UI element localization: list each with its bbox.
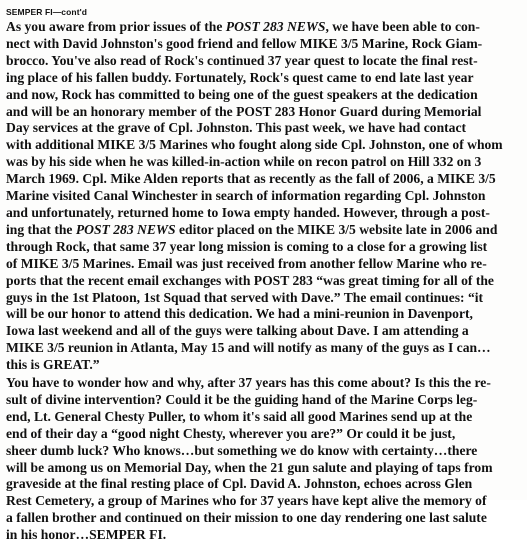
text-line: and now, Rock has committed to being one of the guest speakers at the dedication xyxy=(6,86,478,102)
paragraph-1 xyxy=(6,19,517,374)
text-line: Iowa last weekend and all of the guys were talking about Dave. I am attending a xyxy=(6,323,469,339)
text-line: ing place of his fallen buddy. Fortunately, Rock's quest came to end late last year xyxy=(6,69,474,85)
text-line: As you aware from prior issues of the POST 283 NEWS, we have been able to con- xyxy=(6,19,480,34)
text-line: guys in the 1st Platoon, 1st Squad that served with Dave.” The email continues: “it xyxy=(6,289,484,305)
text-line: will be our honor to attend this dedication. We had a mini-reunion in Davenport, xyxy=(6,306,473,322)
text-line: Rest Cemetery, a group of Marines who for 37 years have kept alive the memory of xyxy=(6,493,487,509)
text-line: end, Lt. General Chesty Puller, to whom it's said all good Marines send up at the xyxy=(6,408,473,424)
text-line: ing that the POST 283 NEWS editor placed on the MIKE 3/5 website late in 2006 and xyxy=(6,221,498,237)
continuation-header: SEMPER FI—cont'd xyxy=(6,7,88,17)
text-line: and will be an honorary member of the POST 283 Honor Guard during Memorial xyxy=(6,103,482,119)
text-line: with additional MIKE 3/5 Marines who fought along side Cpl. Johnston, one of whom xyxy=(6,137,503,153)
text-line: brocco. You've also read of Rock's continued 37 year quest to locate the final rest- xyxy=(6,52,478,68)
text-line: You have to wonder how and why, after 37 years has this come about? Is this the re- xyxy=(6,375,491,391)
text-line: sult of divine intervention? Could it be the guiding hand of the Marine Corps leg- xyxy=(6,391,478,407)
text-line: through Rock, that same 37 year long mission is coming to a close for a growing list xyxy=(6,238,488,254)
text-line: and unfortunately, returned home to Iowa empty handed. However, through a post- xyxy=(6,204,490,220)
text-line: graveside at the final resting place of Cpl. David A. Johnston, echoes across Glen xyxy=(6,476,473,492)
text-line: will be among us on Memorial Day, when the 21 gun salute and playing of taps from xyxy=(6,459,493,475)
text-line: in his honor…SEMPER FI. xyxy=(6,527,167,543)
text-line: Day services at the grave of Cpl. Johnston. This past week, we have had contact xyxy=(6,120,467,136)
text-line: of MIKE 3/5 Marines. Email was just received from another fellow Marine who re- xyxy=(6,255,487,271)
text-line: nect with David Johnston's good friend and fellow MIKE 3/5 Marine, Rock Giam- xyxy=(6,35,483,51)
text-line: a fallen brother and continued on their mission to one day rendering one last salute xyxy=(6,510,487,526)
text-line: sheer dumb luck? Who knows…but something we do know with certainty…there xyxy=(6,442,478,458)
text-line: March 1969. Cpl. Mike Alden reports that as recently as the fall of 2006, a MIKE 3/5 xyxy=(6,171,496,187)
text-line: was by his side when he was killed-in-action while on recon patrol on Hill 332 on 3 xyxy=(6,154,482,170)
text-line: end of their day a “good night Chesty, wherever you are?” Or could it be just, xyxy=(6,425,456,441)
paragraph-2 xyxy=(6,375,517,544)
text-line: ports that the recent email exchanges with POST 283 “was great timing for all of the xyxy=(6,272,494,288)
text-line: this is GREAT.” xyxy=(6,357,100,373)
text-line: Marine visited Canal Winchester in search of information regarding Cpl. Johnston xyxy=(6,188,486,204)
text-line: MIKE 3/5 reunion in Atlanta, May 15 and will notify as many of the guys as I can… xyxy=(6,340,491,356)
